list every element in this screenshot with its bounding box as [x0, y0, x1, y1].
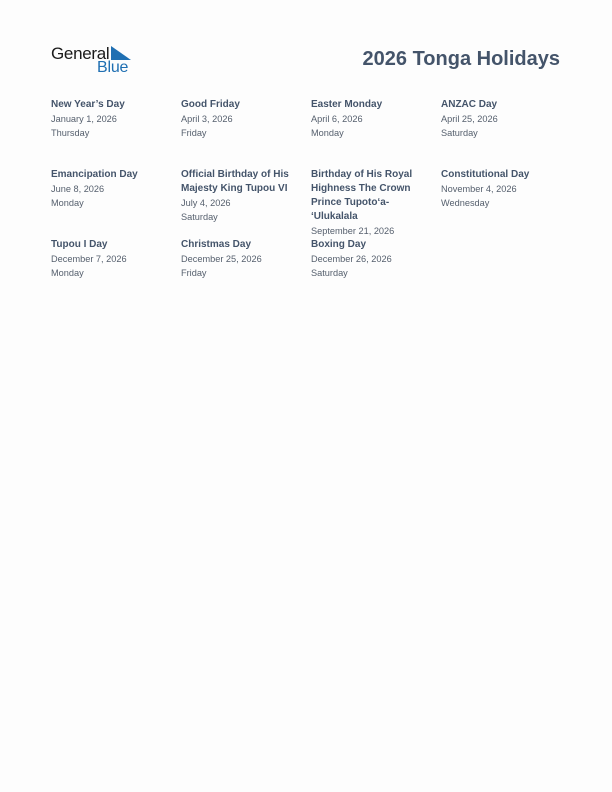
- holiday-date: June 8, 2026: [51, 184, 105, 194]
- holiday-weekday: Monday: [51, 198, 84, 208]
- holiday-name: Birthday of His Royal Highness The Crown Prince Tupotoʻa-ʻUlukalala: [311, 169, 413, 222]
- holiday-weekday: Wednesday: [441, 198, 490, 208]
- holiday-date: April 6, 2026: [311, 114, 363, 124]
- holiday-item: [311, 98, 433, 140]
- holiday-item: [181, 98, 303, 140]
- holiday-weekday: Monday: [311, 128, 344, 138]
- holiday-name: Christmas Day: [181, 239, 252, 250]
- holiday-weekday: Friday: [181, 128, 207, 138]
- holiday-weekday: Saturday: [311, 268, 348, 278]
- holiday-name: Emancipation Day: [51, 169, 138, 180]
- holiday-item: [311, 168, 421, 238]
- holiday-weekday: Friday: [181, 268, 207, 278]
- holiday-name: ANZAC Day: [441, 99, 498, 110]
- logo-word-general: General: [51, 44, 110, 63]
- holiday-name: Constitutional Day: [441, 169, 530, 180]
- holiday-item: [51, 168, 173, 210]
- page-title: 2026 Tonga Holidays: [362, 48, 560, 70]
- logo-triangle-icon: [111, 46, 131, 60]
- holiday-weekday: Thursday: [51, 128, 90, 138]
- holiday-date: April 25, 2026: [441, 114, 498, 124]
- holiday-date: December 26, 2026: [311, 254, 392, 264]
- holiday-weekday: Monday: [51, 268, 84, 278]
- holiday-item: [311, 238, 433, 280]
- holiday-weekday: Saturday: [181, 212, 218, 222]
- holiday-name: Boxing Day: [311, 239, 367, 250]
- holiday-date: July 4, 2026: [181, 198, 231, 208]
- holiday-item: [51, 238, 173, 280]
- holiday-date: January 1, 2026: [51, 114, 117, 124]
- holiday-name: Tupou I Day: [51, 239, 108, 250]
- holiday-name: New Year’s Day: [51, 99, 125, 110]
- holiday-item: [441, 98, 563, 140]
- holiday-name: Good Friday: [181, 99, 240, 110]
- holiday-item: [181, 168, 303, 224]
- holiday-date: December 7, 2026: [51, 254, 127, 264]
- holiday-name: Official Birthday of His Majesty King Tupou VI: [181, 169, 289, 194]
- holiday-item: [441, 168, 563, 210]
- holiday-item: [51, 98, 173, 140]
- holiday-date: September 21, 2026: [311, 226, 395, 236]
- logo-word-blue: Blue: [97, 59, 129, 76]
- holiday-item: [181, 238, 303, 280]
- holiday-name: Easter Monday: [311, 99, 383, 110]
- logo: [51, 44, 141, 78]
- holiday-weekday: Saturday: [441, 128, 478, 138]
- holiday-date: November 4, 2026: [441, 184, 517, 194]
- holiday-date: December 25, 2026: [181, 254, 262, 264]
- holiday-date: April 3, 2026: [181, 114, 233, 124]
